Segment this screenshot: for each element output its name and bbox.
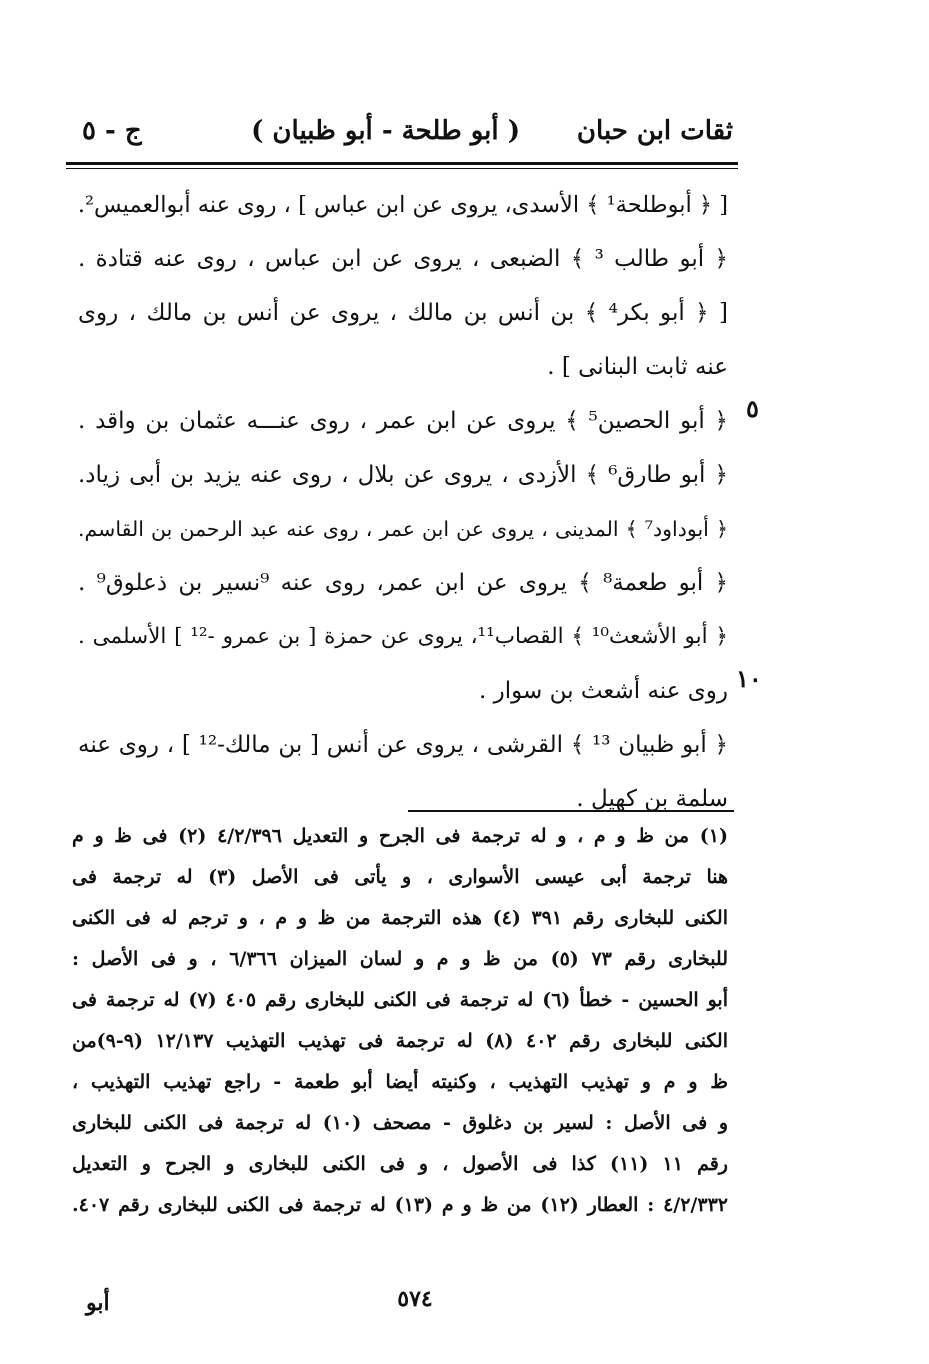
page-number: ٥٧٤ bbox=[397, 1286, 433, 1312]
running-header-volume: ج - ٥ bbox=[82, 116, 142, 146]
footnotes bbox=[72, 816, 728, 1226]
running-header-title: ثقات ابن حبان bbox=[576, 116, 733, 146]
text-line: ﴿ أبو طالب ³ ﴾ الضبعی ، يروی عن ابن عباس ، روی عنه قتادة . bbox=[78, 246, 728, 272]
text-line: ﴿ أبو ظبيان ¹³ ﴾ القرشی ، يروی عن أنس [ بن مالك-¹² ] ، روی عنه bbox=[78, 732, 728, 758]
text-line: عنه ثابت البنانی ] . bbox=[547, 354, 728, 380]
footnote-line: رقم ١١ (١١) كذا فی الأصول ، و فی الكنی للبخاری و الجرح و التعديل bbox=[72, 1153, 728, 1175]
text-line: روی عنه أشعث بن سوار . bbox=[479, 678, 728, 704]
catchword: أبو bbox=[86, 1290, 110, 1316]
footnote-line: و فی الأصل : لسير بن دغلوق - مصحف (١٠) له ترجمة فی الكنی للبخاری bbox=[72, 1112, 728, 1134]
footnote-line: هنا ترجمة أبی عيسى الأسواری ، و يأتی فی الأصل (٣) له ترجمة فی bbox=[72, 866, 728, 888]
text-line: ﴿ أبوداود⁷ ﴾ المدينی ، يروی عن ابن عمر ، روی عنه عبد الرحمن بن القاسم. bbox=[78, 517, 728, 541]
footnote-line: (١) من ظ و م ، و له ترجمة فی الجرح و التعديل ٤/٢/٣٩٦ (٢) فی ظ و م bbox=[72, 825, 728, 847]
text-line: ﴿ أبو الأشعث¹⁰ ﴾ القصاب¹¹، يروی عن حمزة [ بن عمرو -¹² ] الأسلمی . bbox=[78, 624, 728, 649]
text-line: ﴿ أبو طعمة⁸ ﴾ يروی عن ابن عمر، روی عنه ⁹نسير بن ذعلوق⁹ . bbox=[78, 570, 728, 596]
text-line: [ ﴿ أبو بكر⁴ ﴾ بن أنس بن مالك ، يروی عن أنس بن مالك ، روی bbox=[78, 300, 728, 326]
main-text bbox=[78, 178, 728, 826]
running-header-section: ( أبو طلحة - أبو ظبيان ) bbox=[251, 116, 520, 146]
text-line: ﴿ أبو الحصين⁵ ﴾ يروی عن ابن عمر ، روی عنـــه عثمان بن واقد . bbox=[78, 408, 728, 434]
footnote-line: ظ و م و تهذيب التهذيب ، وكنيته أيضا أبو طعمة - راجع تهذيب التهذيب ، bbox=[72, 1071, 728, 1093]
header-rule bbox=[66, 162, 738, 165]
text-line: [ ﴿ أبوطلحة¹ ﴾ الأسدی، يروی عن ابن عباس ] ، روی عنه أبوالعميس². bbox=[78, 192, 728, 218]
footnote-line: ٤/٢/٣٣٢ : العطار (١٢) من ظ و م (١٣) له ترجمة فی الكنی للبخاری رقم ٤٠٧. bbox=[72, 1194, 728, 1216]
footnote-line: الكنی للبخاری رقم ٤٠٢ (٨) له ترجمة فی تهذيب التهذيب ١٢/١٣٧ (٩-٩)من bbox=[72, 1030, 728, 1052]
footnote-line: الكنی للبخاری رقم ٣٩١ (٤) هذه الترجمة من ظ و م ، و ترجم له فی الكنی bbox=[72, 907, 728, 929]
header-rule-thin bbox=[66, 168, 738, 169]
footnote-line: للبخاری رقم ٧٣ (٥) من ظ و م و لسان الميزان ٦/٣٦٦ ، و فی الأصل : bbox=[72, 948, 728, 970]
text-line: سلمة بن كهيل . bbox=[576, 786, 728, 812]
line-number-10: ١٠ bbox=[736, 664, 762, 693]
line-number-5: ٥ bbox=[746, 394, 759, 423]
text-line: ﴿ أبو طارق⁶ ﴾ الأزدی ، يروی عن بلال ، روی عنه يزيد بن أبی زياد. bbox=[78, 462, 728, 488]
footnote-rule bbox=[408, 810, 734, 812]
footnote-line: أبو الحسين - خطأ (٦) له ترجمة فی الكنی للبخاری رقم ٤٠٥ (٧) له ترجمة فی bbox=[72, 989, 728, 1011]
